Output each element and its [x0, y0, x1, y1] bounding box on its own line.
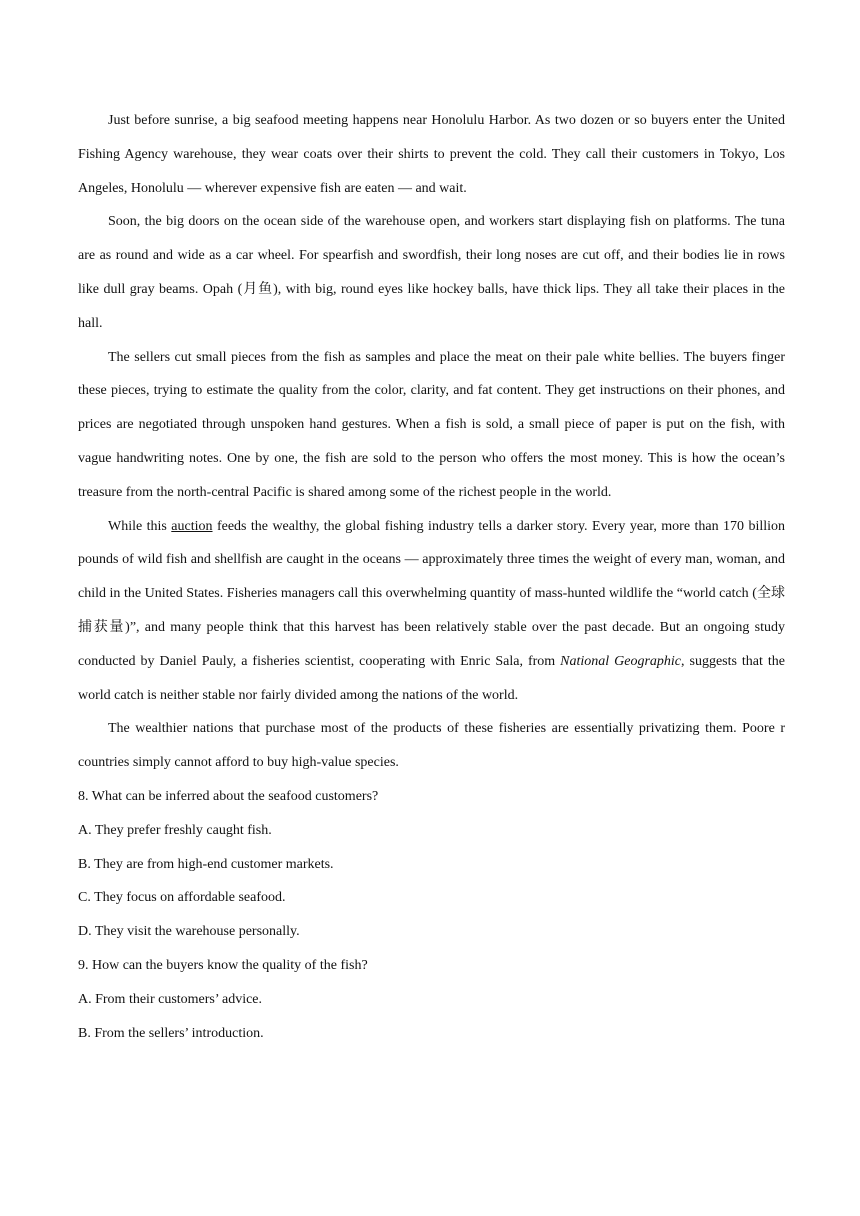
italic-source-title: National Geographic [560, 653, 682, 669]
document-content [78, 104, 785, 1050]
question-8-option-a: A. They prefer freshly caught fish. [78, 822, 272, 838]
question-8-option-d: D. They visit the warehouse personally. [78, 924, 300, 940]
passage-paragraph-5: The wealthier nations that purchase most of the products of these fisheries are essentially privatizing them. Poore r countries simply cannot afford to buy high-value species. [78, 721, 785, 771]
paragraph-4-text-middle: feeds the wealthy, the global fishing industry tells a darker story. Every year, more than 170 billion pounds of wild fish and shellfish are caught in the oceans — approximately three times the weight of every man, woman, and child in the United States. Fisheries managers call this overwhelming quantity of mass-hunted wildlife the “world catch (全球捕获量)”, and many people think that this harvest has been relatively stable over the past decade. But an ongoing study conducted by Daniel Pauly, a fisheries scientist, cooperating with Enric Sala, from [78, 518, 785, 669]
question-8-option-c: C. They focus on affordable seafood. [78, 890, 286, 906]
underlined-word-auction: auction [171, 518, 213, 534]
paragraph-4-text-end: , suggests that the world catch is neither stable nor fairly divided among the nations of the world. [78, 653, 785, 703]
question-8-option-b: B. They are from high-end customer markets. [78, 856, 334, 872]
paragraph-4-text-start: While this [108, 518, 172, 534]
passage-paragraph-3: The sellers cut small pieces from the fish as samples and place the meat on their pale white bellies. The buyers finger these pieces, trying to estimate the quality from the color, clarity, and fat content. They get instructions on their phones, and prices are negotiated through unspoken hand gestures. When a fish is sold, a small piece of paper is put on the fish, with vague handwriting notes. One by one, the fish are sold to the person who offers the most money. This is how the ocean’s treasure from the north-central Pacific is shared among some of the richest people in the world. [78, 349, 785, 500]
question-9-stem: 9. How can the buyers know the quality of the fish? [78, 957, 368, 973]
passage-paragraph-1: Just before sunrise, a big seafood meeting happens near Honolulu Harbor. As two dozen or so buyers enter the United Fishing Agency warehouse, they wear coats over their shirts to prevent the cold. They call their customers in Tokyo, Los Angeles, Honolulu — wherever expensive fish are eaten — and wait. [78, 113, 785, 196]
passage-paragraph-2: Soon, the big doors on the ocean side of the warehouse open, and workers start displaying fish on platforms. The tuna are as round and wide as a car wheel. For spearfish and swordfish, their long noses are cut off, and their bodies lie in rows like dull gray beams. Opah (月鱼), with big, round eyes like hockey balls, have thick lips. They all take their places in the hall. [78, 214, 785, 331]
question-8-stem: 8. What can be inferred about the seafood customers? [78, 788, 379, 804]
question-9-option-b: B. From the sellers’ introduction. [78, 1025, 264, 1041]
question-9-option-a: A. From their customers’ advice. [78, 991, 263, 1007]
passage-paragraph-4 [78, 510, 785, 713]
